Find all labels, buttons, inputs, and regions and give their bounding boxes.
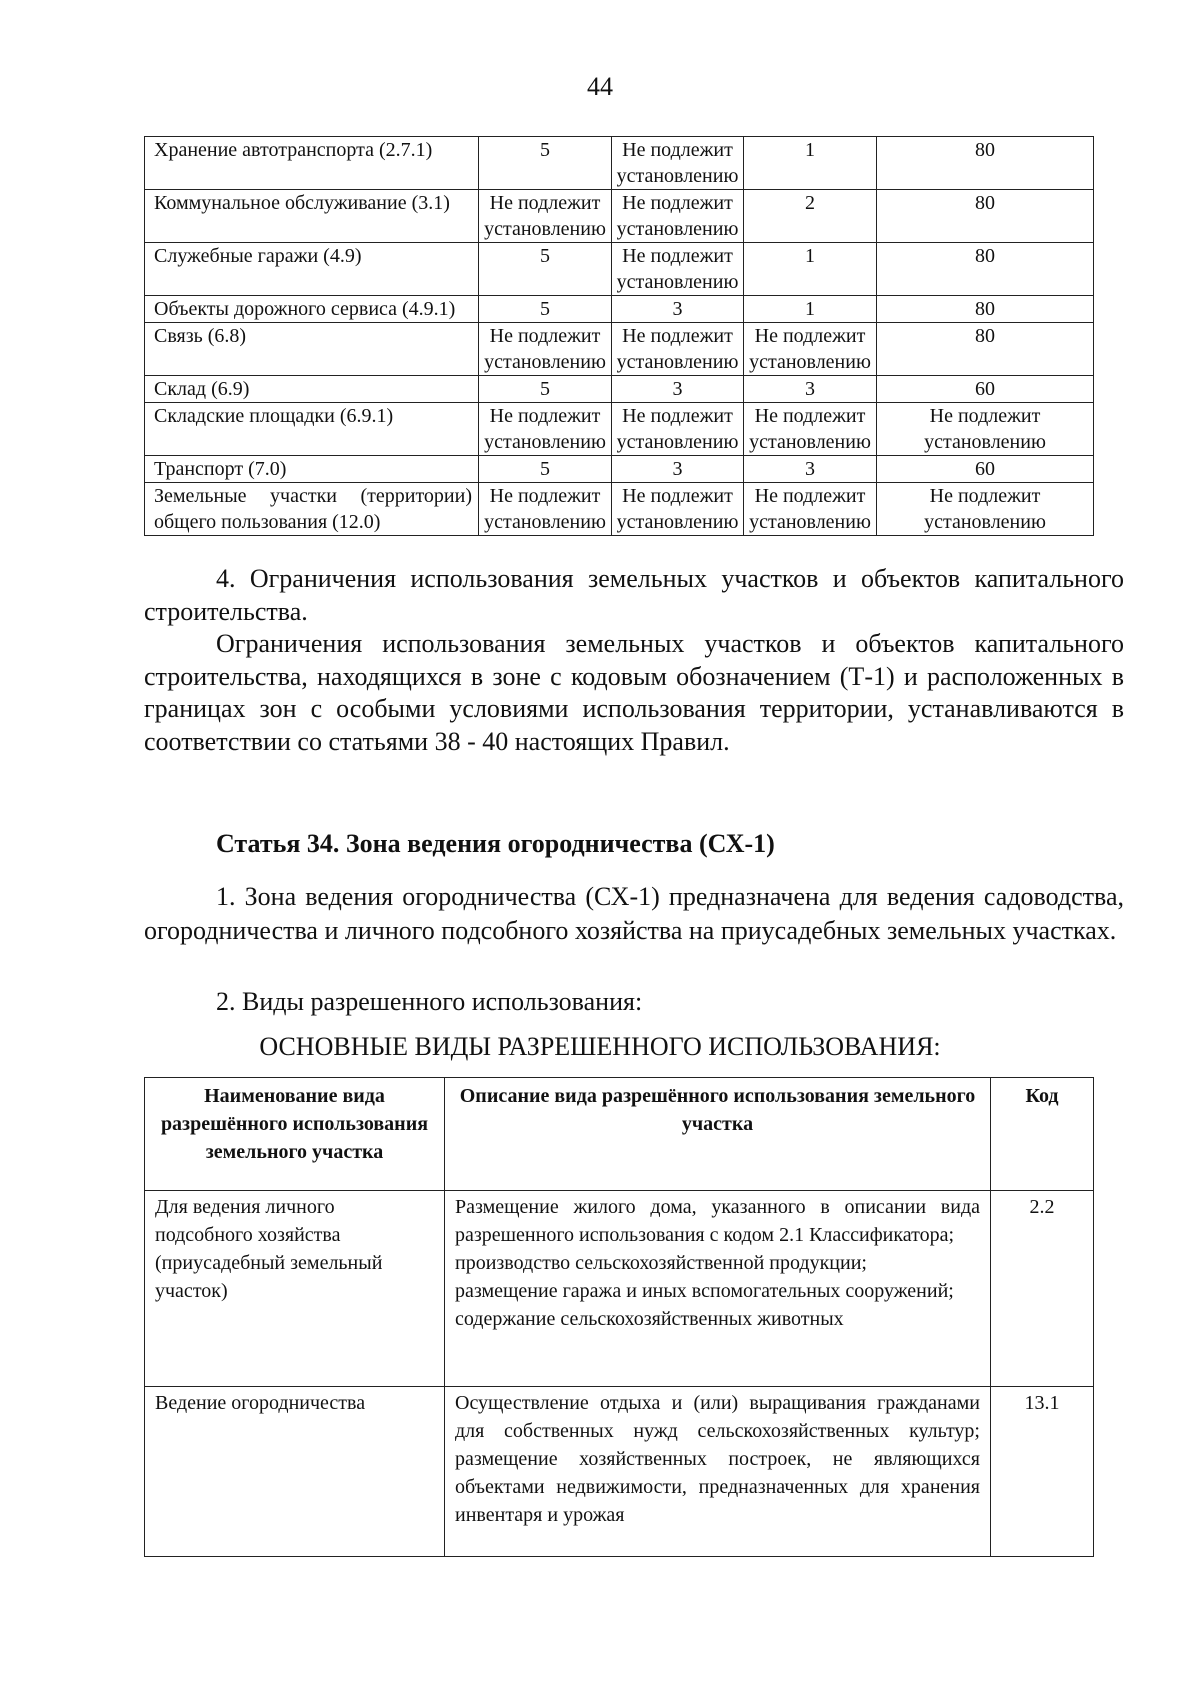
table-cell: 80 bbox=[877, 243, 1094, 296]
table-cell: 5 bbox=[479, 137, 612, 190]
page-number: 44 bbox=[587, 72, 613, 101]
table-row bbox=[145, 243, 1094, 296]
parameters-table bbox=[144, 136, 1094, 536]
table-cell: 5 bbox=[479, 296, 612, 323]
table-cell: 80 bbox=[877, 190, 1094, 243]
table-cell: Склад (6.9) bbox=[145, 376, 479, 403]
table-cell: 1 bbox=[744, 296, 877, 323]
table-row bbox=[145, 1191, 1094, 1387]
table-header-row bbox=[145, 1078, 1094, 1191]
article-paragraph-2: 2. Виды разрешенного использования: bbox=[216, 987, 643, 1016]
table-row bbox=[145, 483, 1094, 536]
table-cell: Не подлежит установлению bbox=[479, 190, 612, 243]
use-code: 13.1 bbox=[991, 1387, 1094, 1557]
table-cell: 1 bbox=[744, 243, 877, 296]
table-cell: Не подлежит установлению bbox=[877, 483, 1094, 536]
table-cell: Не подлежит установлению bbox=[744, 483, 877, 536]
article-heading: Статья 34. Зона ведения огородничества (СХ-1) bbox=[216, 829, 775, 858]
table-cell: Служебные гаражи (4.9) bbox=[145, 243, 479, 296]
table-cell: 1 bbox=[744, 137, 877, 190]
table-cell: Не подлежит установлению bbox=[744, 323, 877, 376]
table-cell: Коммунальное обслуживание (3.1) bbox=[145, 190, 479, 243]
table-cell: Не подлежит установлению bbox=[612, 190, 744, 243]
table-caption: ОСНОВНЫЕ ВИДЫ РАЗРЕШЕННОГО ИСПОЛЬЗОВАНИЯ: bbox=[259, 1032, 941, 1061]
table-cell: Не подлежит установлению bbox=[612, 323, 744, 376]
table-cell: 5 bbox=[479, 376, 612, 403]
use-description bbox=[445, 1191, 991, 1387]
table-cell: 3 bbox=[612, 376, 744, 403]
table-cell: Не подлежит установлению bbox=[479, 403, 612, 456]
table-cell: 80 bbox=[877, 137, 1094, 190]
table-cell: 60 bbox=[877, 456, 1094, 483]
header-name: Наименование вида разрешённого использования земельного участка bbox=[145, 1078, 445, 1191]
table-cell: Транспорт (7.0) bbox=[145, 456, 479, 483]
header-code: Код bbox=[991, 1078, 1094, 1191]
description-line: производство сельскохозяйственной продукции; bbox=[455, 1252, 867, 1274]
table-cell: Объекты дорожного сервиса (4.9.1) bbox=[145, 296, 479, 323]
use-name: Ведение огородничества bbox=[145, 1387, 445, 1557]
table-cell: 60 bbox=[877, 376, 1094, 403]
table-cell: Земельные участки (территории) общего пользования (12.0) bbox=[145, 483, 479, 536]
table-cell: 80 bbox=[877, 296, 1094, 323]
table-row bbox=[145, 1387, 1094, 1557]
table-cell: Не подлежит установлению bbox=[877, 403, 1094, 456]
description-line: содержание сельскохозяйственных животных bbox=[455, 1308, 844, 1330]
table-cell: 3 bbox=[744, 456, 877, 483]
table-cell: 3 bbox=[744, 376, 877, 403]
table-row bbox=[145, 456, 1094, 483]
table-cell: 2 bbox=[744, 190, 877, 243]
table-row bbox=[145, 376, 1094, 403]
description-line: Осуществление отдыха и (или) выращивания гражданами для собственных нужд сельскохозяйственных культур; размещение хозяйственных построек, не являющихся объектами недвижимости, предназначенных для хранения инвентаря и урожая bbox=[455, 1392, 980, 1526]
table-cell: 3 bbox=[612, 456, 744, 483]
table-cell: 5 bbox=[479, 456, 612, 483]
table-cell: Не подлежит установлению bbox=[612, 137, 744, 190]
section-4-title: 4. Ограничения использования земельных участков и объектов капитального строительства. bbox=[144, 564, 1124, 626]
table-row bbox=[145, 190, 1094, 243]
table-cell: Связь (6.8) bbox=[145, 323, 479, 376]
table-cell: Не подлежит установлению bbox=[612, 483, 744, 536]
use-code: 2.2 bbox=[991, 1191, 1094, 1387]
table-row bbox=[145, 403, 1094, 456]
description-line: Размещение жилого дома, указанного в описании вида разрешенного использования с кодом 2.1 Классификатора; bbox=[455, 1196, 980, 1246]
table-cell: Не подлежит установлению bbox=[744, 403, 877, 456]
use-description bbox=[445, 1387, 991, 1557]
section-4-body: Ограничения использования земельных участков и объектов капитального строительства, находящихся в зоне с кодовым обозначением (Т-1) и расположенных в границах зон с особыми условиями использования территории, устанавливаются в соответствии со статьями 38 - 40 настоящих Правил. bbox=[144, 629, 1124, 756]
table-cell: Складские площадки (6.9.1) bbox=[145, 403, 479, 456]
table-cell: 80 bbox=[877, 323, 1094, 376]
article-paragraph-1: 1. Зона ведения огородничества (СХ-1) предназначена для ведения садоводства, огородничества и личного подсобного хозяйства на приусадебных земельных участках. bbox=[144, 882, 1124, 945]
table-cell: 3 bbox=[612, 296, 744, 323]
table-cell: Не подлежит установлению bbox=[612, 243, 744, 296]
table-cell: 5 bbox=[479, 243, 612, 296]
description-line: размещение гаража и иных вспомогательных сооружений; bbox=[455, 1280, 954, 1302]
table-row bbox=[145, 296, 1094, 323]
table-cell: Не подлежит установлению bbox=[479, 483, 612, 536]
table-cell: Не подлежит установлению bbox=[612, 403, 744, 456]
header-description: Описание вида разрешённого использования земельного участка bbox=[445, 1078, 991, 1191]
use-name: Для ведения личного подсобного хозяйства (приусадебный земельный участок) bbox=[145, 1191, 445, 1387]
table-row bbox=[145, 137, 1094, 190]
table-cell: Не подлежит установлению bbox=[479, 323, 612, 376]
table-cell: Хранение автотранспорта (2.7.1) bbox=[145, 137, 479, 190]
table-row bbox=[145, 323, 1094, 376]
permitted-uses-table bbox=[144, 1077, 1094, 1557]
